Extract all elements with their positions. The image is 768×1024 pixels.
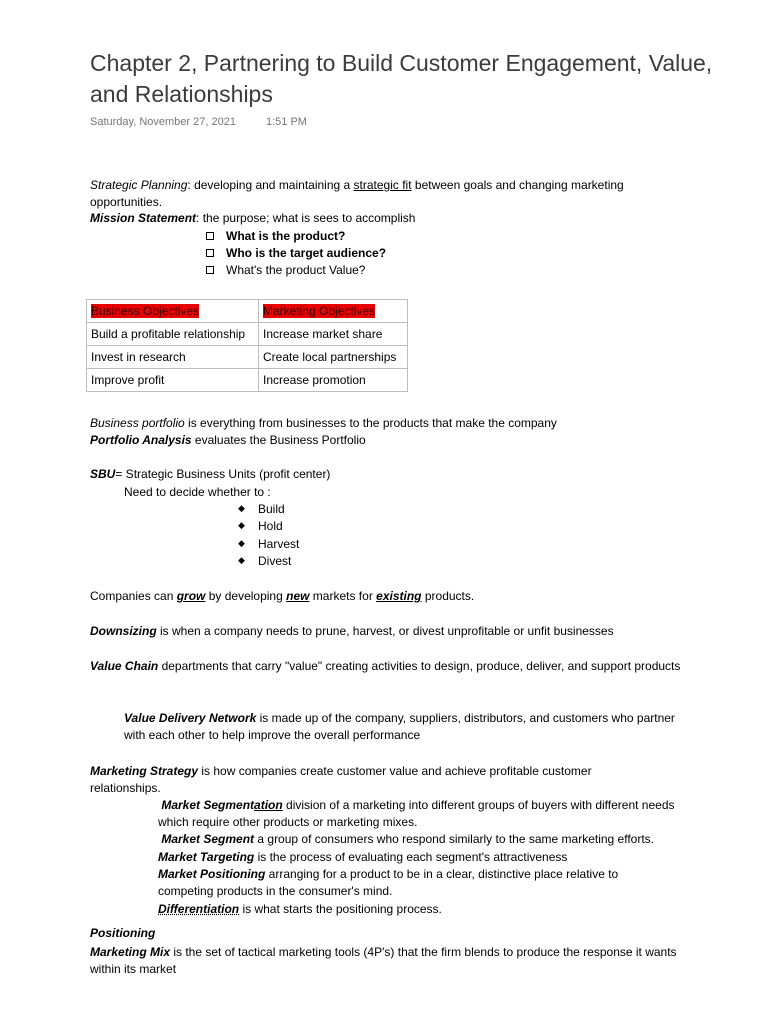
market-positioning-text: arranging for a product to be in a clear, distinctive place relative to competing products in the consumer's mind.	[158, 867, 619, 898]
table-cell: Invest in research	[87, 346, 259, 369]
square-bullet-icon	[206, 266, 214, 274]
table-header-cell	[87, 300, 259, 323]
strategic-planning-text: : developing and maintaining a	[187, 178, 354, 192]
table-cell: Create local partnerships	[259, 346, 408, 369]
sbu-option-text: Hold	[258, 519, 283, 533]
market-targeting-paragraph	[158, 850, 567, 864]
table-cell: Increase promotion	[259, 369, 408, 392]
mission-bullet	[206, 246, 386, 260]
grow-text: products.	[421, 589, 475, 603]
sbu-paragraph	[90, 467, 330, 481]
business-portfolio-paragraph	[90, 416, 557, 430]
differentiation-term: Differentiation	[158, 902, 240, 916]
strategic-planning-term: Strategic Planning	[90, 178, 188, 192]
value-chain-term: Value Chain	[90, 659, 159, 673]
mission-statement-text: : the purpose; what is sees to accomplish	[196, 211, 416, 225]
table-cell: Increase market share	[259, 323, 408, 346]
objectives-table	[86, 299, 408, 392]
sbu-option-text: Build	[258, 502, 285, 516]
market-segment-text: a group of consumers who respond similarly to the same marketing efforts.	[254, 832, 655, 846]
header-business-objectives: Business Objectives	[91, 304, 200, 318]
market-targeting-term: Market Targeting	[158, 850, 255, 864]
value-delivery-term: Value Delivery Network	[124, 711, 257, 725]
downsizing-paragraph	[90, 624, 614, 638]
business-portfolio-term: Business portfolio	[90, 416, 185, 430]
marketing-strategy-term: Marketing Strategy	[90, 764, 199, 778]
positioning-heading: Positioning	[90, 926, 156, 940]
diamond-bullet-icon: ◆	[238, 538, 245, 549]
table-row	[87, 323, 408, 346]
portfolio-analysis-paragraph	[90, 433, 366, 447]
table-cell: Improve profit	[87, 369, 259, 392]
portfolio-analysis-text: evaluates the Business Portfolio	[191, 433, 366, 447]
market-segmentation-term-suffix: ation	[254, 798, 283, 812]
market-targeting-text: is the process of evaluating each segment's attractiveness	[254, 850, 568, 864]
mission-bullet-text: Who is the target audience?	[226, 246, 387, 260]
grow-word: grow	[176, 589, 206, 603]
square-bullet-icon	[206, 232, 214, 240]
sbu-subtext: Need to decide whether to :	[124, 485, 271, 499]
table-cell: Build a profitable relationship	[87, 323, 259, 346]
sbu-option	[238, 519, 283, 533]
square-bullet-icon	[206, 249, 214, 257]
market-segment-paragraph	[158, 832, 654, 846]
table-header-row	[87, 300, 408, 323]
diamond-bullet-icon: ◆	[238, 555, 245, 566]
sbu-term: SBU	[90, 467, 116, 481]
market-segment-term: Market Segment	[161, 832, 255, 846]
differentiation-text: is what starts the positioning process.	[239, 902, 442, 916]
marketing-mix-paragraph	[90, 944, 700, 978]
diamond-bullet-icon: ◆	[238, 503, 245, 514]
marketing-mix-text: is the set of tactical marketing tools (4P's) that the firm blends to produce the response it wants within its market	[90, 945, 677, 976]
market-segmentation-term: Market Segment	[161, 798, 255, 812]
grow-paragraph	[90, 589, 474, 603]
value-delivery-paragraph	[124, 710, 684, 744]
mission-statement-paragraph	[90, 211, 415, 225]
downsizing-term: Downsizing	[90, 624, 157, 638]
mission-bullet-text: What's the product Value?	[226, 263, 366, 277]
marketing-strategy-text: is how companies create customer value and achieve profitable customer relationships.	[90, 764, 592, 795]
strategic-planning-text-end: between goals and changing marketing opportunities.	[90, 178, 624, 209]
mission-bullet	[206, 263, 365, 277]
sbu-text: = Strategic Business Units (profit center)	[115, 467, 331, 481]
differentiation-paragraph	[158, 902, 442, 916]
market-positioning-term: Market Positioning	[158, 867, 266, 881]
header-marketing-objectives: Marketing Objectives	[263, 304, 376, 318]
note-date: Saturday, November 27, 2021	[90, 116, 236, 128]
sbu-option-text: Harvest	[258, 537, 300, 551]
mission-bullet-text: What is the product?	[226, 229, 346, 243]
value-chain-text: departments that carry "value" creating activities to design, produce, deliver, and support products	[158, 659, 681, 673]
mission-bullet	[206, 229, 345, 243]
value-delivery-text: is made up of the company, suppliers, distributors, and customers who partner with each other to help improve the overall performance	[124, 711, 675, 742]
sbu-option	[238, 502, 285, 516]
downsizing-text: is when a company needs to prune, harvest, or divest unprofitable or unfit businesses	[156, 624, 614, 638]
marketing-mix-term: Marketing Mix	[90, 945, 171, 959]
existing-word: existing	[376, 589, 422, 603]
table-row	[87, 346, 408, 369]
mission-statement-term: Mission Statement	[90, 211, 197, 225]
new-word: new	[286, 589, 310, 603]
marketing-strategy-paragraph	[90, 763, 650, 797]
page-title: Chapter 2, Partnering to Build Customer Engagement, Value, and Relationships	[90, 50, 713, 107]
portfolio-analysis-term: Portfolio Analysis	[90, 433, 192, 447]
strategic-planning-paragraph	[90, 177, 690, 211]
business-portfolio-text: is everything from businesses to the products that make the company	[184, 416, 557, 430]
value-chain-paragraph	[90, 658, 690, 675]
grow-text: Companies can	[90, 589, 177, 603]
sbu-option	[238, 554, 291, 568]
diamond-bullet-icon: ◆	[238, 520, 245, 531]
note-time: 1:51 PM	[266, 116, 307, 128]
grow-text: markets for	[309, 589, 377, 603]
market-positioning-paragraph	[158, 866, 658, 900]
sbu-option-text: Divest	[258, 554, 292, 568]
table-row	[87, 369, 408, 392]
strategic-fit-term: strategic fit	[353, 178, 412, 192]
market-segmentation-paragraph	[158, 797, 698, 831]
grow-text: by developing	[205, 589, 287, 603]
sbu-option	[238, 537, 299, 551]
market-segmentation-text: division of a marketing into different groups of buyers with different needs which require other products or marketing mixes.	[158, 798, 675, 829]
table-header-cell	[259, 300, 408, 323]
